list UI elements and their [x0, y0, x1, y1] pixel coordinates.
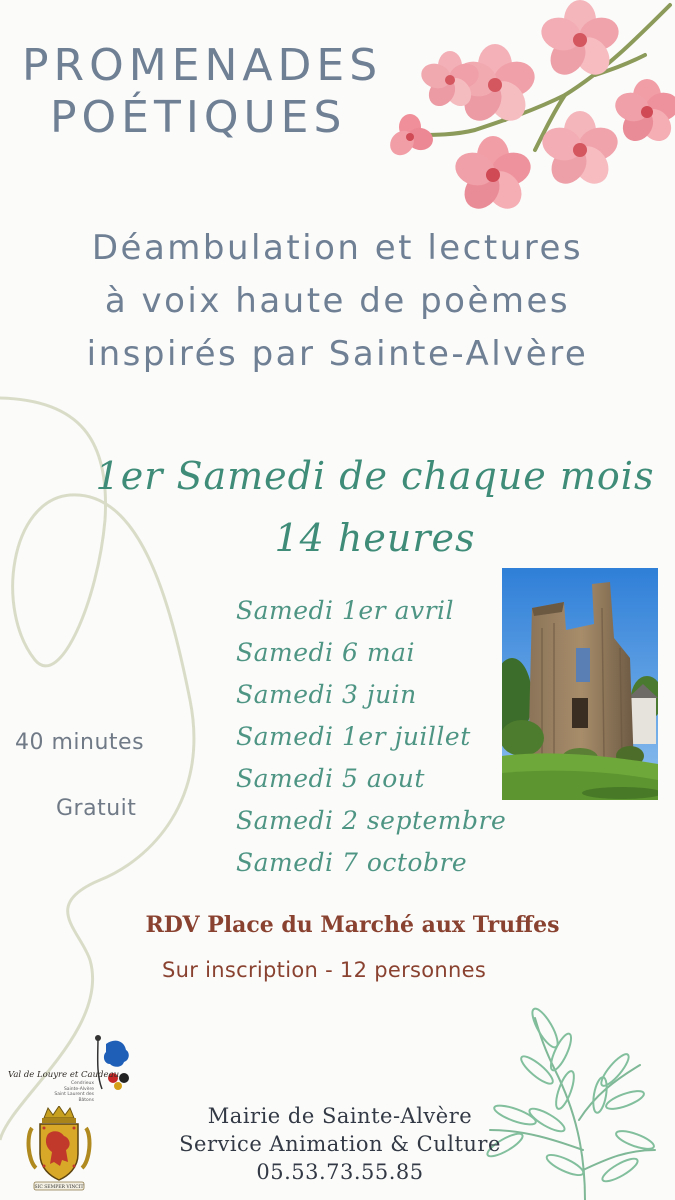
coat-of-arms-icon — [26, 1106, 92, 1192]
schedule-line-2: 14 heures — [274, 516, 476, 560]
logo-name: Val de Louyre et Caudeau — [8, 1070, 120, 1080]
subtitle-line-2: à voix haute de poèmes — [104, 281, 571, 321]
poster-subtitle — [0, 222, 675, 381]
schedule-line-1: 1er Samedi de chaque mois — [95, 454, 655, 498]
title-line-2: POÉTIQUES — [50, 92, 347, 143]
contact-block — [120, 1102, 560, 1186]
date-item: Samedi 6 mai — [236, 638, 415, 667]
logo-sub — [54, 1081, 94, 1103]
date-item: Samedi 5 aout — [236, 764, 425, 793]
schedule-headline — [95, 445, 655, 569]
date-item: Samedi 1er juillet — [236, 722, 471, 751]
registration-info: Sur inscription - 12 personnes — [162, 958, 487, 982]
price-text: Gratuit — [56, 796, 137, 821]
date-item: Samedi 3 juin — [236, 680, 417, 709]
meeting-point: RDV Place du Marché aux Truffes — [145, 912, 560, 938]
date-item: Samedi 2 septembre — [236, 806, 507, 835]
poster-title — [22, 40, 442, 144]
logo-sub-2: Sainte-Alvère — [63, 1086, 94, 1092]
crest-motto: SIC SEMPER VINCIT — [34, 1185, 84, 1190]
date-item: Samedi 7 octobre — [236, 848, 468, 877]
logo-sub-1: Cendrieux — [70, 1081, 94, 1086]
contact-service: Service Animation & Culture — [179, 1132, 501, 1156]
dates-list — [236, 590, 506, 884]
contact-org: Mairie de Sainte-Alvère — [207, 1104, 473, 1128]
duration-text: 40 minutes — [15, 730, 145, 755]
title-line-1: PROMENADES — [22, 40, 383, 91]
date-item: Samedi 1er avril — [236, 596, 455, 625]
subtitle-line-3: inspirés par Sainte-Alvère — [86, 334, 589, 374]
contact-phone: 05.53.73.55.85 — [256, 1160, 424, 1184]
castle-tower-photo — [502, 568, 658, 800]
subtitle-line-1: Déambulation et lectures — [91, 228, 584, 268]
logo-sub-3: Saint Laurent des Bâtons — [54, 1092, 94, 1103]
